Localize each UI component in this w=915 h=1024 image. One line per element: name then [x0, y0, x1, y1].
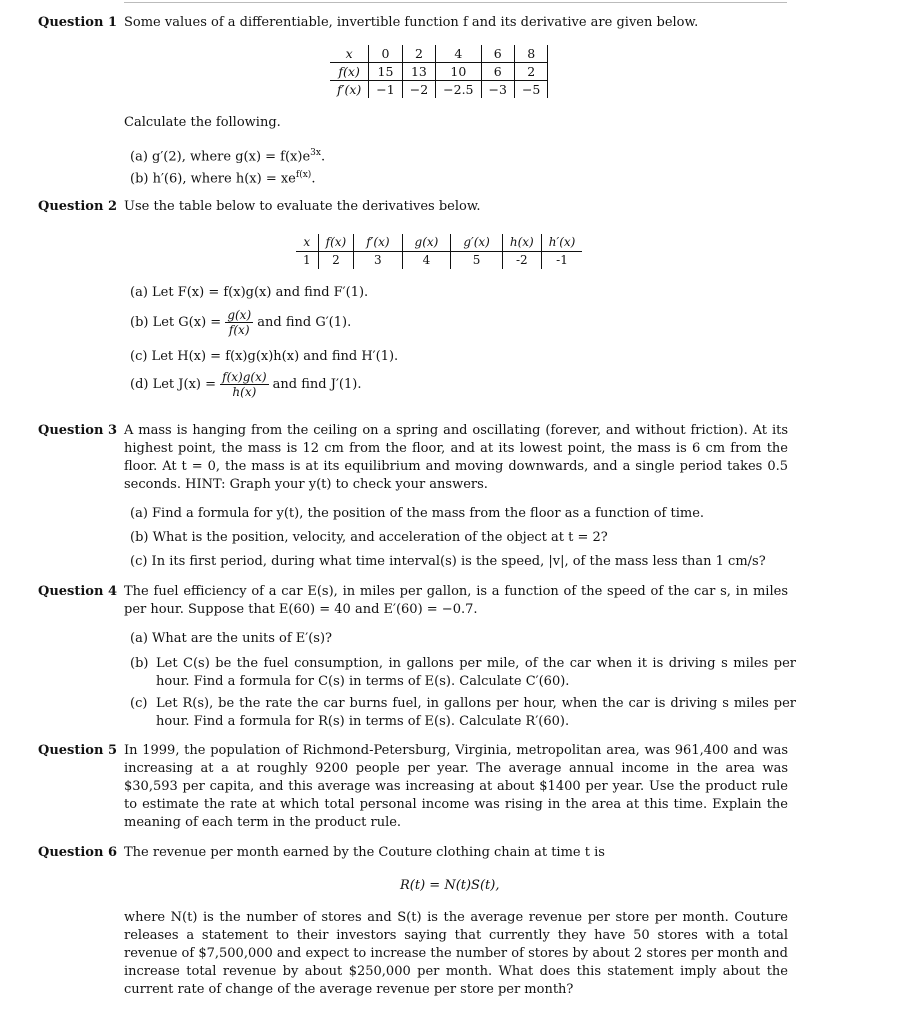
q4-part-c: Let R(s), be the rate the car burns fuel, in gallons per hour, when the car is driving s miles per hour. Find a formula for R(s) in terms of E(s). Calculate R′(60). [156, 696, 796, 729]
q2-part-c: (c) Let H(x) = f(x)g(x)h(x) and find H′(1). [130, 349, 399, 364]
q2-part-d-fraction [220, 370, 268, 399]
q2-table-value-row [296, 252, 582, 270]
table-cell: f(x) [318, 234, 354, 252]
table-cell: 2 [402, 45, 435, 63]
table-cell: 5 [451, 252, 503, 270]
q2-value-table [296, 234, 582, 269]
q1-part-a-text: (a) g′(2), where g(x) = f(x)e [130, 149, 311, 165]
table-cell: 1 [296, 252, 318, 270]
question-1 [38, 14, 788, 32]
q2-part-d-tail: and find J′(1). [272, 377, 362, 392]
table-cell: −1 [369, 81, 402, 99]
top-rule [124, 2, 787, 3]
q1-calc-instruction: Calculate the following. [124, 115, 281, 130]
q4-part-a: (a) What are the units of E′(s)? [130, 631, 333, 646]
table-cell: −2 [402, 81, 435, 99]
table-cell: f′(x) [330, 81, 369, 99]
table-cell: −5 [514, 81, 547, 99]
table-cell: 4 [402, 252, 451, 270]
table-cell: 10 [436, 63, 481, 81]
table-cell: -2 [502, 252, 541, 270]
table-cell: h(x) [502, 234, 541, 252]
table-cell: 15 [369, 63, 402, 81]
table-cell: 3 [354, 252, 402, 270]
table-cell: f′(x) [354, 234, 402, 252]
fraction-numerator: f(x)g(x) [222, 370, 267, 384]
q1-table-fprime-row [330, 81, 548, 99]
q2-table-header-row [296, 234, 582, 252]
question-5-text: In 1999, the population of Richmond-Petersburg, Virginia, metropolitan area, was 961,400 and was increasing at a at roughly 9200 people per year. The average annual income in the area was $30,593 per capita, and this average was increasing at about $1400 per year. Use the product rule to estimate the rate at which total personal income was rising in the area at this time. Explain the meaning of each term in the product rule. [124, 743, 788, 830]
question-4-heading: Question 4 [38, 584, 118, 599]
question-3-heading: Question 3 [38, 423, 118, 438]
q1-part-a-exponent: 3x [310, 148, 321, 158]
q3-part-b: (b) What is the position, velocity, and acceleration of the object at t = 2? [130, 530, 608, 545]
q2-part-d-text: (d) Let J(x) = [130, 377, 216, 392]
q2-part-b-tail: and find G′(1). [257, 315, 352, 330]
q4-part-b-label: (b) [130, 656, 149, 671]
q1-table-header-row [330, 45, 548, 63]
table-cell: 0 [369, 45, 402, 63]
table-cell: g(x) [402, 234, 451, 252]
q1-table-f-row [330, 63, 548, 81]
q1-part-b-end: . [311, 171, 316, 187]
q1-value-table [330, 45, 548, 98]
question-1-text: Some values of a differentiable, invertible function f and its derivative are given below. [124, 15, 699, 30]
table-cell: f(x) [330, 63, 369, 81]
table-cell: 6 [481, 45, 514, 63]
table-cell: 4 [436, 45, 481, 63]
question-5-heading: Question 5 [38, 743, 118, 758]
question-4-text: The fuel efficiency of a car E(s), in miles per gallon, is a function of the speed of the car s, in miles per hour. Suppose that E(60) = 40 and E′(60) = −0.7. [124, 584, 788, 617]
question-1-heading: Question 1 [38, 15, 118, 30]
q2-part-a: (a) Let F(x) = f(x)g(x) and find F′(1). [130, 285, 369, 300]
q1-part-b-exponent: f(x) [295, 170, 312, 180]
q2-part-b-fraction [225, 308, 253, 337]
table-cell: 2 [318, 252, 354, 270]
question-3 [38, 422, 788, 494]
table-cell: 2 [514, 63, 547, 81]
q4-part-c-label: (c) [130, 696, 148, 711]
question-6-text-2: where N(t) is the number of stores and S(t) is the average revenue per store per month. Couture releases a statement to their investors saying that currently they have 50 stores with a total revenue of $7,500,000 and expect to increase the number of stores by about 2 stores per month and increase total revenue by about $250,000 per month. What does this statement imply about the current rate of change of the average revenue per store per month? [124, 910, 788, 997]
question-2-heading: Question 2 [38, 199, 118, 214]
q6-revenue-equation: R(t) = N(t)S(t), [400, 878, 500, 893]
q1-part-b-text: (b) h′(6), where h(x) = xe [130, 171, 296, 187]
question-3-text: A mass is hanging from the ceiling on a spring and oscillating (forever, and without friction). At its highest point, the mass is 12 cm from the floor, and at its lowest point, the mass is 6 cm from the floor. At t = 0, the mass is at its equilibrium and moving downwards, and a single period takes 0.5 seconds. HINT: Graph your y(t) to check your answers. [124, 423, 788, 492]
fraction-denominator: h(x) [232, 385, 257, 399]
table-cell: g′(x) [451, 234, 503, 252]
q3-part-a: (a) Find a formula for y(t), the position of the mass from the floor as a function of time. [130, 506, 705, 521]
q4-part-b: Let C(s) be the fuel consumption, in gallons per mile, of the car when it is driving s miles per hour. Find a formula for C(s) in terms of E(s). Calculate C′(60). [156, 656, 796, 689]
question-2-text: Use the table below to evaluate the derivatives below. [124, 199, 481, 214]
fraction-denominator: f(x) [228, 323, 250, 337]
table-cell: 13 [402, 63, 435, 81]
q1-part-a-end: . [320, 149, 326, 165]
table-cell: x [330, 45, 369, 63]
table-cell: -1 [556, 253, 568, 267]
table-cell: h′(x) [541, 234, 582, 252]
question-5 [38, 742, 788, 832]
question-6-continued [38, 909, 788, 999]
question-6-text: The revenue per month earned by the Couture clothing chain at time t is [124, 845, 605, 860]
q2-part-b [130, 308, 351, 337]
table-cell: 8 [514, 45, 547, 63]
question-4 [38, 583, 788, 619]
q2-part-d [130, 370, 361, 399]
q1-part-a [130, 144, 325, 166]
table-cell: 6 [481, 63, 514, 81]
table-cell: −2.5 [436, 81, 481, 99]
table-cell: x [296, 234, 318, 252]
q3-part-c: (c) In its first period, during what time interval(s) is the speed, |v|, of the mass less than 1 cm/s? [130, 554, 766, 569]
question-6 [38, 844, 788, 862]
fraction-numerator: g(x) [227, 308, 252, 322]
question-6-heading: Question 6 [38, 845, 118, 860]
q2-part-b-text: (b) Let G(x) = [130, 315, 222, 330]
q1-part-b [130, 166, 315, 188]
table-cell: −3 [481, 81, 514, 99]
question-2 [38, 198, 788, 216]
